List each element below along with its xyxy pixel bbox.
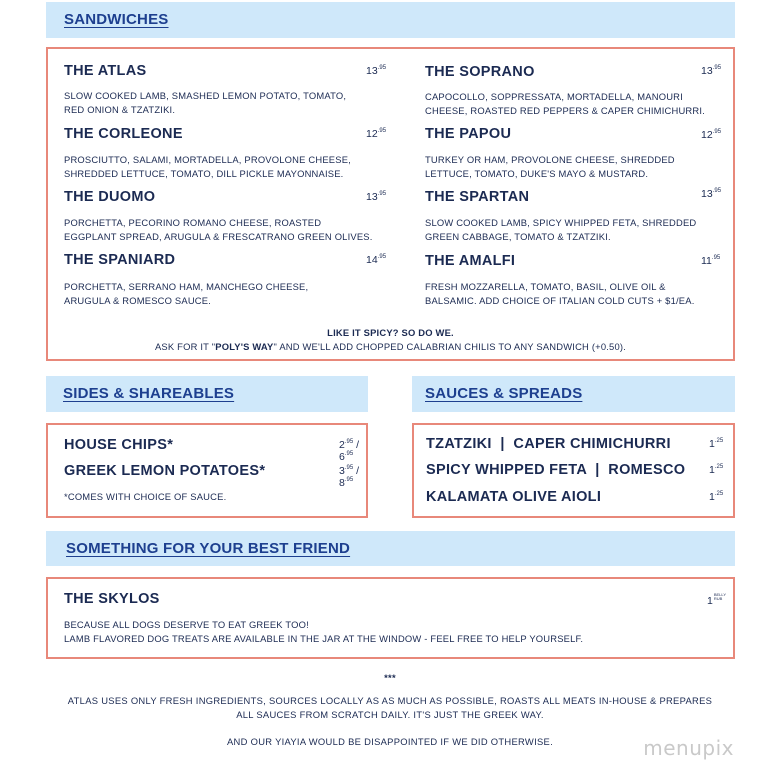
footer-line-2: ALL SAUCES FROM SCRATCH DAILY. IT'S JUST THE GREEK WAY.	[236, 709, 544, 720]
sides-note: *COMES WITH CHOICE OF SAUCE.	[64, 491, 227, 502]
sandwich-price: $11^{.95}$	[701, 255, 721, 267]
side-price: $2^{.95} / 6^{.95}$	[339, 439, 360, 463]
dog-item-name: THE SKYLOS	[64, 591, 160, 607]
menupix-watermark: menupix	[643, 736, 734, 760]
spicy-heading: LIKE IT SPICY? SO DO WE.	[327, 327, 454, 338]
sandwich-desc: CAPOCOLLO, SOPPRESSATA, MORTADELLA, MANOURI CHEESE, ROASTED RED PEPPERS & CAPER CHIMICHURRI.	[425, 91, 705, 116]
sandwiches-title: SANDWICHES	[64, 11, 169, 28]
sauces-header-bar	[412, 376, 735, 412]
sandwich-name: THE SOPRANO	[425, 64, 535, 80]
sandwiches-header-bar	[46, 2, 735, 38]
sandwich-price: $13^{.95}$	[366, 65, 387, 77]
dog-header-bar	[46, 531, 735, 566]
footer-stars: ***	[384, 672, 396, 683]
sandwich-desc: SLOW COOKED LAMB, SPICY WHIPPED FETA, SHREDDED GREEN CABBAGE, TOMATO & TZATZIKI.	[425, 217, 697, 242]
sauce-name: KALAMATA OLIVE AIOLI	[426, 489, 602, 505]
sandwiches-box	[46, 47, 735, 361]
sauces-box	[412, 423, 735, 518]
sandwich-name: THE DUOMO	[64, 189, 156, 205]
dog-item-desc: BECAUSE ALL DOGS DESERVE TO EAT GREEK TOO! LAMB FLAVORED DOG TREATS ARE AVAILABLE IN THE JAR AT THE WINDOW - FEEL FREE TO HELP YOURSELF.	[64, 619, 584, 644]
sandwich-name: THE SPANIARD	[64, 252, 176, 268]
sandwich-name: THE CORLEONE	[64, 126, 183, 142]
sandwich-name: THE AMALFI	[425, 253, 516, 269]
sandwich-price: $13^{.95}$	[701, 65, 722, 77]
sandwich-price: $13^{.95}$	[701, 188, 722, 200]
sides-header-bar	[46, 376, 368, 412]
sandwich-price: $12^{.95}$	[701, 129, 722, 141]
footer-line-1: ATLAS USES ONLY FRESH INGREDIENTS, SOURCES LOCALLY AS AS MUCH AS POSSIBLE, ROASTS ALL MEATS IN-HOUSE & PREPARES	[67, 695, 713, 706]
side-name: GREEK LEMON POTATOES*	[64, 463, 266, 479]
side-price: $3^{.95} / 8^{.95}$	[339, 465, 360, 489]
sandwich-name: THE SPARTAN	[425, 189, 530, 205]
sauce-name: TZATZIKI | CAPER CHIMICHURRI	[426, 436, 671, 452]
sauce-price: $1^{.25}$	[709, 464, 724, 476]
sauces-title: SAUCES & SPREADS	[425, 385, 583, 402]
sandwich-price: $13^{.95}$	[366, 191, 387, 203]
dog-item-price: 1BELLY RUB	[707, 592, 726, 607]
sauce-price: $1^{.25}$	[709, 438, 724, 450]
footer-line-3: AND OUR YIAYIA WOULD BE DISAPPOINTED IF WE DID OTHERWISE.	[227, 736, 553, 747]
sandwich-desc: PROSCIUTTO, SALAMI, MORTADELLA, PROVOLONE CHEESE, SHREDDED LETTUCE, TOMATO, DILL PICKLE MAYONNAISE.	[64, 154, 351, 179]
sandwich-name: THE ATLAS	[64, 63, 147, 79]
dog-title: SOMETHING FOR YOUR BEST FRIEND	[66, 540, 351, 557]
sandwich-desc: PORCHETTA, PECORINO ROMANO CHEESE, ROASTED EGGPLANT SPREAD, ARUGULA & FRESCATRANO GREEN OLIVES.	[64, 217, 373, 242]
dog-box	[46, 577, 735, 659]
sandwich-name: THE PAPOU	[425, 126, 512, 142]
sandwich-desc: SLOW COOKED LAMB, SMASHED LEMON POTATO, TOMATO, RED ONION & TZATZIKI.	[64, 90, 347, 115]
sides-box	[46, 423, 368, 518]
sandwich-price: $14^{.95}$	[366, 254, 387, 266]
spicy-note: ASK FOR IT "POLY'S WAY" AND WE'LL ADD CHOPPED CALABRIAN CHILIS TO ANY SANDWICH (+0.50).	[154, 341, 626, 352]
sandwich-desc: FRESH MOZZARELLA, TOMATO, BASIL, OLIVE OIL & BALSAMIC. ADD CHOICE OF ITALIAN COLD CUTS + $1/EA.	[425, 281, 695, 306]
sandwich-desc: TURKEY OR HAM, PROVOLONE CHEESE, SHREDDED LETTUCE, TOMATO, DUKE'S MAYO & MUSTARD.	[425, 154, 675, 179]
sauce-price: $1^{.25}$	[709, 491, 724, 503]
sauce-name: SPICY WHIPPED FETA | ROMESCO	[426, 462, 686, 478]
sides-title: SIDES & SHAREABLES	[63, 385, 235, 402]
sandwich-desc: PORCHETTA, SERRANO HAM, MANCHEGO CHEESE, ARUGULA & ROMESCO SAUCE.	[64, 281, 309, 306]
sandwich-price: $12^{.95}$	[366, 128, 387, 140]
side-name: HOUSE CHIPS*	[64, 437, 174, 453]
